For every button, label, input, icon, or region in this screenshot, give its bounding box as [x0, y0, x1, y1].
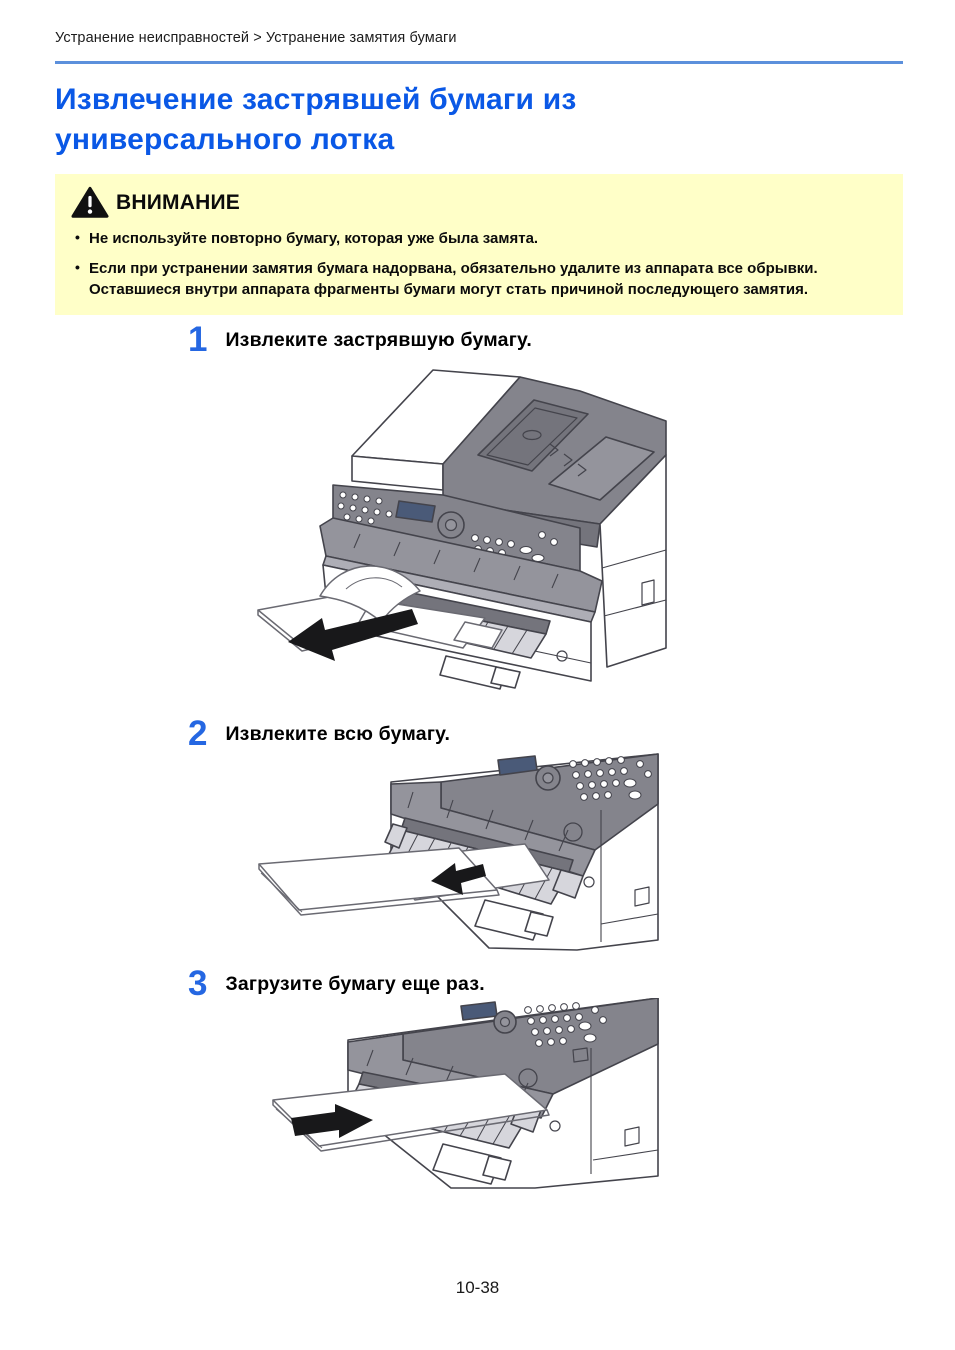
step-2-instruction: Извлеките всю бумагу. [225, 723, 451, 745]
breadcrumb: Устранение неисправностей > Устранение замятия бумаги [55, 30, 457, 46]
warning-bullet-item: • Не используйте повторно бумагу, которая уже была замята. [71, 228, 885, 249]
warning-label: ВНИМАНИЕ [116, 190, 240, 214]
warning-bullet-item: • Если при устранении замятия бумага надорвана, обязательно удалите из аппарата все обрывки. Оставшиеся внутри аппарата фрагменты бумаги могут стать причиной последующего замятия. [71, 258, 885, 300]
printer-mfp-jam-removal-drawing [250, 358, 675, 696]
warning-bullet-list [71, 228, 885, 300]
step-1-instruction: Извлеките застрявшую бумагу. [225, 329, 532, 351]
title-rule-divider [55, 61, 903, 64]
warning-header [71, 186, 885, 219]
step-2-illustration [243, 752, 661, 958]
warning-triangle-icon [71, 186, 109, 219]
mp-tray-remove-all-paper-drawing [243, 752, 661, 958]
warning-box [55, 174, 903, 315]
step-3-number: 3 [188, 964, 207, 1003]
step-1-header [188, 322, 532, 357]
step-1-illustration [250, 358, 675, 696]
step-1-number: 1 [188, 320, 207, 359]
step-2-number: 2 [188, 714, 207, 753]
step-3-illustration [243, 998, 661, 1194]
page-number: 10-38 [455, 1278, 500, 1297]
step-2-header [188, 716, 450, 751]
mp-tray-reload-paper-drawing [243, 998, 661, 1194]
step-3-instruction: Загрузите бумагу еще раз. [225, 973, 485, 995]
page-title: Извлечение застрявшей бумаги из универсального лотка [55, 83, 577, 156]
step-3-header [188, 966, 485, 1001]
